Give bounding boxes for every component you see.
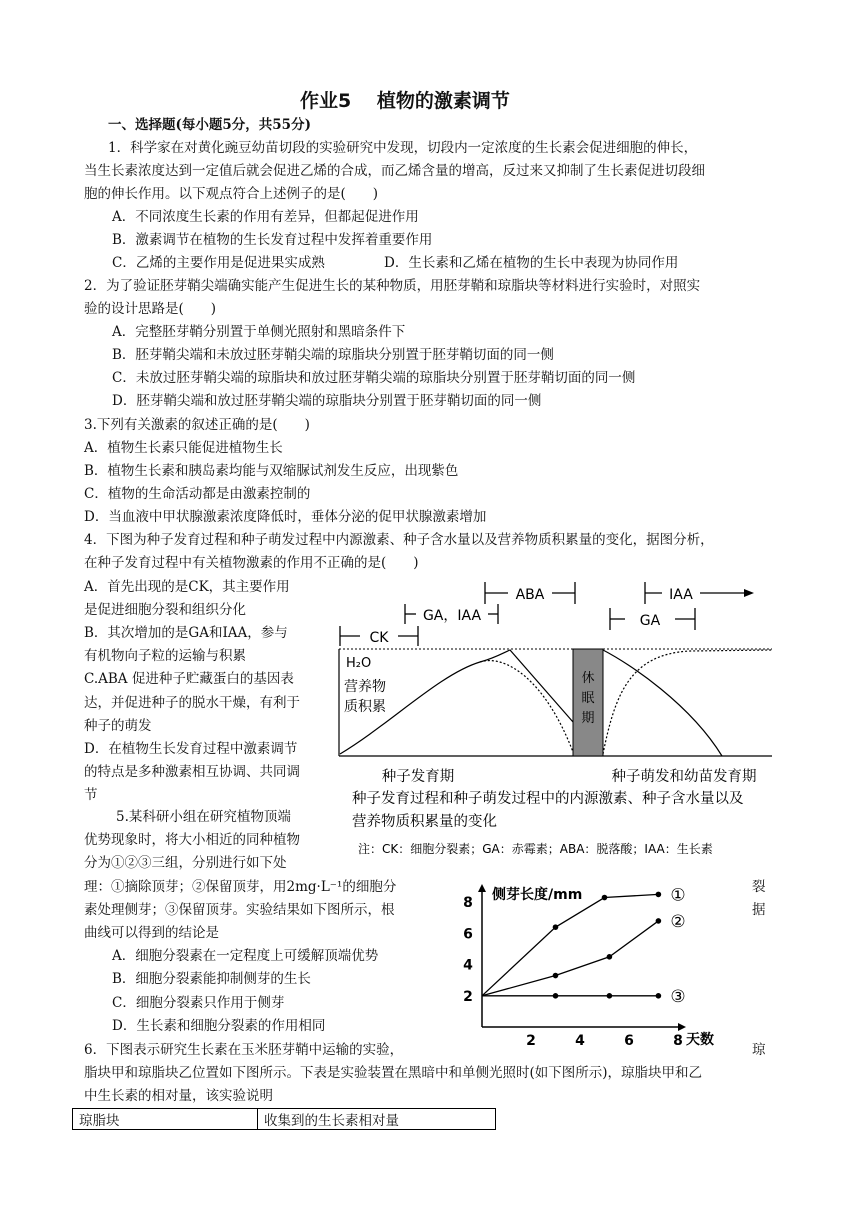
dormancy-label-2: 眠 (581, 691, 595, 706)
question-text: 裂 (752, 879, 766, 895)
option-a: A．完整胚芽鞘分别置于单侧光照射和黑暗条件下 (112, 324, 406, 340)
question-text: 优势现象时，将大小相近的同种植物 (84, 832, 300, 848)
nutrient-label: 质积累 (344, 699, 386, 715)
x-tick-label: 4 (575, 1033, 585, 1048)
iaa-label: IAA (669, 587, 693, 603)
question-text: 理：①摘除顶芽；②保留顶芽，用2mg·L⁻¹的细胞分 (84, 879, 397, 895)
series-line-2 (482, 921, 658, 996)
question-text: 1．科学家在对黄化豌豆幼苗切段的实验研究中发现，切段内一定浓度的生长素会促进细胞的伸长， (108, 140, 698, 156)
option-text: A．首先出现的是CK，其主要作用 (84, 579, 290, 595)
option-text: D．在植物生长发育过程中激素调节 (84, 741, 298, 757)
option-c: C．未放过胚芽鞘尖端的琼脂块和放过胚芽鞘尖端的琼脂块分别置于胚芽鞘切面的同一侧 (112, 370, 636, 386)
option-text: 是促进细胞分裂和组织分化 (84, 602, 246, 618)
option-text: B．其次增加的是GA和IAA，参与 (84, 625, 288, 641)
option-d: D．当血液中甲状腺激素浓度降低时，垂体分泌的促甲状腺激素增加 (84, 509, 487, 525)
chart-caption: 种子发育过程和种子萌发过程中的内源激素、种子含水量以及 (352, 791, 744, 807)
question-text: 脂块甲和琼脂块乙位置如下图所示。下表是实验装置在黑暗中和单侧光照时(如下图所示)，琼脂块甲和乙 (84, 1065, 703, 1081)
table-row (73, 1109, 496, 1130)
development-phase-label: 种子发育期 (381, 769, 455, 785)
series-label: ① (670, 885, 686, 906)
option-text: 的特点是多种激素相互协调、共同调 (84, 764, 300, 780)
question-text: 据 (752, 902, 766, 918)
question-text: 3.下列有关激素的叙述正确的是( ) (84, 417, 310, 433)
question-text: 验的设计思路是( ) (84, 301, 217, 317)
option-text: 种子的萌发 (84, 718, 152, 734)
option-d: D．生长素和乙烯在植物的生长中表现为协同作用 (384, 255, 679, 271)
option-c: C．乙烯的主要作用是促进果实成熟 (112, 255, 325, 271)
question-text: 2．为了验证胚芽鞘尖端确实能产生促进生长的某种物质，用胚芽鞘和琼脂块等材料进行实验时，对照实 (84, 278, 701, 294)
question-text: 分为①②③三组，分别进行如下处 (84, 855, 287, 871)
option-a: A．不同浓度生长素的作用有差异，但都起促进作用 (112, 209, 419, 225)
aba-label: ABA (515, 587, 545, 603)
question-text: 胞的伸长作用。以下观点符合上述例子的是( ) (84, 186, 379, 202)
option-b: B．植物生长素和胰岛素均能与双缩脲试剂发生反应，出现紫色 (84, 463, 459, 479)
hormone-diagram (330, 574, 790, 864)
table-header-block: 琼脂块 (73, 1109, 258, 1130)
y-tick-label: 4 (463, 957, 473, 974)
data-point (656, 993, 662, 999)
nutrient-curve-germ (603, 650, 722, 756)
question-text: 当生长素浓度达到一定值后就会促进乙烯的合成，而乙烯含量的增高，反过来又抑制了生长素促进切段细 (84, 163, 705, 179)
option-b: B．细胞分裂素能抑制侧芽的生长 (112, 971, 311, 987)
lateral-bud-chart (440, 880, 740, 1048)
x-tick-label: 6 (624, 1033, 634, 1048)
data-point (607, 993, 613, 999)
y-axis-label: 侧芽长度/mm (492, 887, 583, 903)
data-point (656, 918, 662, 924)
y-tick-label: 8 (463, 895, 473, 912)
ga-label: GA (639, 613, 661, 629)
option-text: 达，并促进种子的脱水干燥，有利于 (84, 695, 300, 711)
question-text: 4．下图为种子发育过程和种子萌发过程中内源激素、种子含水量以及营养物质积累量的变化，据图分析， (84, 532, 714, 548)
series-label: ② (670, 911, 686, 932)
chart-caption: 营养物质积累量的变化 (352, 814, 497, 830)
h2o-label: H₂O (346, 656, 372, 671)
auxin-table (72, 1108, 496, 1130)
ga-iaa-label: GA，IAA (422, 608, 482, 624)
data-point (607, 954, 613, 960)
data-point (553, 993, 559, 999)
question-text: 琼 (752, 1042, 766, 1058)
option-b: B．激素调节在植物的生长发育过程中发挥着重要作用 (112, 232, 433, 248)
question-text: 6．下图表示研究生长素在玉米胚芽鞘中运输的实验， (84, 1042, 404, 1058)
option-c: C．细胞分裂素只作用于侧芽 (112, 995, 285, 1011)
y-tick-label: 2 (463, 988, 473, 1005)
question-text: 5.某科研小组在研究植物顶端 (116, 809, 291, 825)
data-point (553, 924, 559, 930)
germination-phase-label: 种子萌发和幼苗发育期 (611, 769, 757, 785)
option-b: B．胚芽鞘尖端和未放过胚芽鞘尖端的琼脂块分别置于胚芽鞘切面的同一侧 (112, 347, 554, 363)
option-text: 有机物向子粒的运输与积累 (84, 648, 246, 664)
question-text: 曲线可以得到的结论是 (84, 925, 219, 941)
dormancy-label-1: 休 (581, 671, 595, 686)
chart-note: 注：CK：细胞分裂素；GA：赤霉素；ABA：脱落酸；IAA：生长素 (358, 842, 713, 856)
table-header-amount: 收集到的生长素相对量 (258, 1109, 496, 1130)
option-a: A．植物生长素只能促进植物生长 (84, 440, 283, 456)
question-text: 素处理侧芽；③保留顶芽。实验结果如下图所示，根 (84, 902, 395, 918)
nutrient-label: 营养物 (344, 679, 386, 695)
series-line-1 (482, 894, 658, 995)
series-label: ③ (670, 986, 686, 1007)
option-d: D．胚芽鞘尖端和放过胚芽鞘尖端的琼脂块分别置于胚芽鞘切面的同一侧 (112, 393, 542, 409)
x-tick-label: 8 (673, 1033, 683, 1048)
x-tick-label: 2 (526, 1033, 536, 1048)
option-c: C．植物的生命活动都是由激素控制的 (84, 486, 311, 502)
option-a: A．细胞分裂素在一定程度上可缓解顶端优势 (112, 948, 379, 964)
data-point (656, 892, 662, 898)
x-axis-label: 天数 (686, 1032, 714, 1048)
page-title: 作业5 植物的激素调节 (300, 90, 510, 112)
option-d: D．生长素和细胞分裂素的作用相同 (112, 1018, 326, 1034)
y-axis-arrow (478, 884, 486, 892)
y-tick-label: 6 (463, 926, 473, 943)
data-point (602, 895, 608, 901)
data-point (553, 973, 559, 979)
x-axis-arrow (678, 1023, 686, 1031)
question-text: 在种子发育过程中有关植物激素的作用不正确的是( ) (84, 555, 419, 571)
ck-label: CK (369, 630, 389, 646)
question-text: 中生长素的相对量，该实验说明 (84, 1088, 273, 1104)
section-heading: 一、选择题(每小题5分，共55分) (108, 117, 311, 133)
option-text: C.ABA 促进种子贮藏蛋白的基因表 (84, 671, 294, 687)
option-text: 节 (84, 787, 98, 803)
dormancy-label-3: 期 (581, 711, 595, 726)
